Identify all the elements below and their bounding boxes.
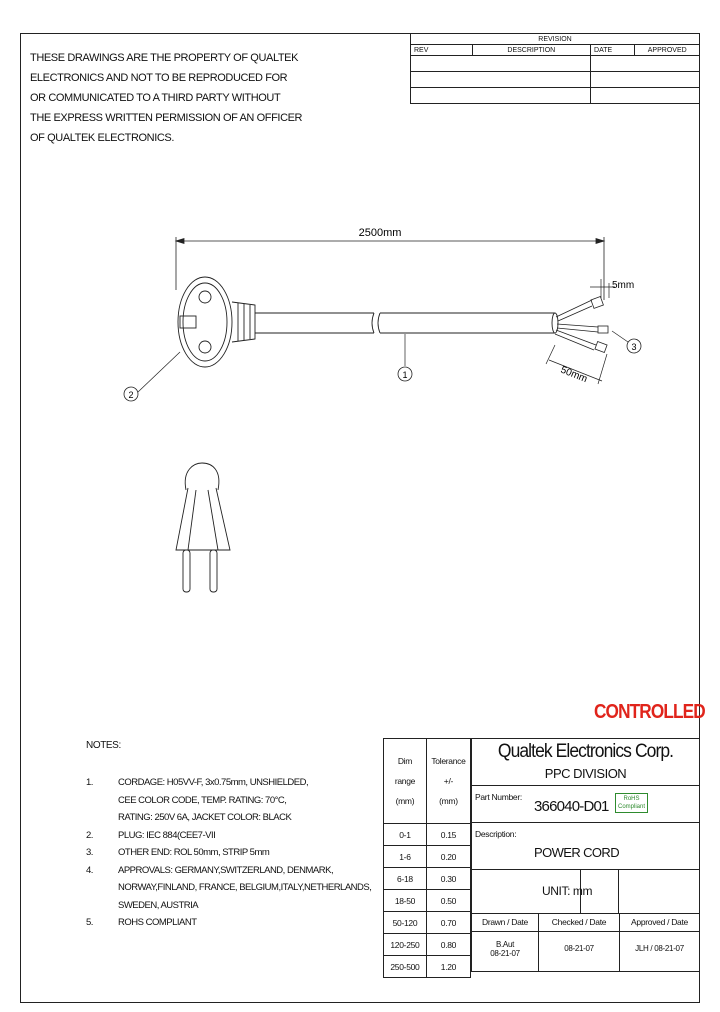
approved-label: Approved / Date	[619, 913, 700, 932]
tolerance-header: Tolerance +/- (mm)	[426, 739, 470, 824]
rod-label: 50mm	[558, 364, 589, 386]
table-row: 18-50 0.50	[384, 890, 471, 912]
plug-front-view	[176, 463, 230, 592]
strip-label: 5mm	[612, 280, 635, 291]
part-number-cell	[471, 785, 700, 823]
notes-title: NOTES:	[86, 740, 121, 751]
unit-cell	[471, 869, 700, 914]
notice-line: THE EXPRESS WRITTEN PERMISSION OF AN OFFICER	[30, 112, 303, 124]
company-name: Qualtek Electronics Corp.	[497, 741, 674, 762]
approved-header: APPROVED	[635, 45, 700, 56]
plug-side-view	[178, 277, 255, 367]
balloon-2-label: 2	[128, 390, 134, 400]
rohs-badge: RoHS Compliant	[615, 793, 648, 813]
dim-range-header: Dim range (mm)	[384, 739, 427, 824]
table-row: 6-18 0.30	[384, 868, 471, 890]
drawn-label: Drawn / Date	[471, 913, 539, 932]
part-number: 366040-D01	[534, 798, 609, 815]
note-item: 4. APPROVALS: GERMANY,SWITZERLAND, DENMARK, NORWAY,FINLAND, FRANCE, BELGIUM,ITALY,NETHERLANDS, SWEDEN, AUSTRIA	[86, 864, 372, 911]
approved-by-date: JLH / 08-21-07	[635, 944, 684, 953]
notice-line: ELECTRONICS AND NOT TO BE REPRODUCED FOR	[30, 72, 288, 84]
item-balloon-1	[398, 367, 412, 381]
notes-list	[86, 774, 371, 932]
table-row: 250-500 1.20	[384, 956, 471, 978]
rev-header: REV	[411, 45, 473, 56]
balloon-3-label: 3	[631, 342, 637, 352]
description-cell	[471, 822, 700, 870]
description: POWER CORD	[534, 845, 620, 860]
division-name: PPC DIVISION	[544, 766, 627, 781]
cord	[255, 313, 558, 333]
approved-cell	[619, 931, 700, 972]
unit-label: UNIT: mm	[542, 884, 593, 898]
notice-line: OF QUALTEK ELECTRONICS.	[30, 132, 175, 144]
note-item: 3. OTHER END: ROL 50mm, STRIP 5mm	[86, 847, 270, 858]
checked-date: 08-21-07	[564, 944, 594, 953]
checked-cell	[538, 931, 620, 972]
overall-dimension	[176, 237, 604, 300]
table-row: 1-6 0.20	[384, 846, 471, 868]
length-label: 2500mm	[358, 227, 402, 239]
note-item: 5. ROHS COMPLIANT	[86, 917, 197, 928]
title-block	[471, 738, 700, 972]
table-row: 0-1 0.15	[384, 824, 471, 846]
stripped-conductors	[555, 297, 608, 353]
part-number-label: Part Number:	[475, 792, 522, 802]
notice-line: OR COMMUNICATED TO A THIRD PARTY WITHOUT	[30, 92, 281, 104]
balloon-1-label: 1	[402, 370, 408, 380]
drawn-date: 08-21-07	[490, 949, 520, 958]
revision-title: REVISION	[411, 34, 700, 45]
drawn-by: B.Aut	[495, 940, 515, 949]
description-label: Description:	[475, 829, 517, 839]
notice-line: THESE DRAWINGS ARE THE PROPERTY OF QUALTEK	[30, 52, 299, 64]
date-header: DATE	[591, 45, 635, 56]
description-header: DESCRIPTION	[472, 45, 590, 56]
item-balloon-3	[627, 339, 641, 353]
drawn-cell	[471, 931, 539, 972]
table-row: 120-250 0.80	[384, 934, 471, 956]
company-cell	[471, 738, 700, 786]
checked-label: Checked / Date	[538, 913, 620, 932]
controlled-stamp: CONTROLLED	[594, 701, 705, 723]
note-item: 1. CORDAGE: H05VV-F, 3x0.75mm, UNSHIELDED, CEE COLOR CODE, TEMP. RATING: 70°C, RATING: 250V 6A, JACKET COLOR: BLACK	[86, 777, 309, 823]
balloon-leaders	[138, 331, 628, 392]
note-item: 2. PLUG: IEC 884(CEE7-VII	[86, 829, 216, 841]
table-row: 50-120 0.70	[384, 912, 471, 934]
tolerance-table	[383, 738, 471, 978]
item-balloon-2	[124, 387, 138, 401]
